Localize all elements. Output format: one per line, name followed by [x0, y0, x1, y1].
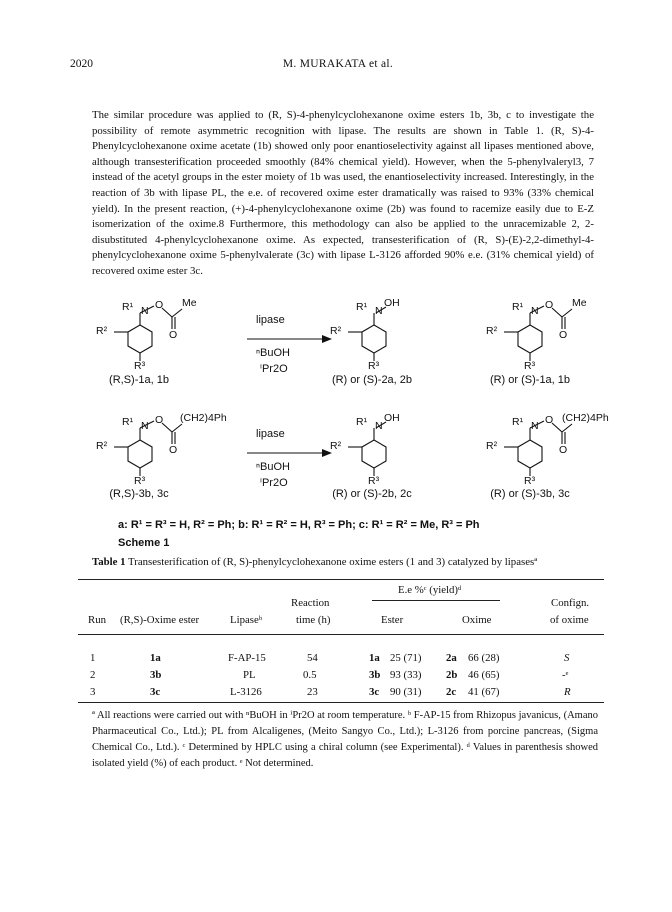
reagent-lipase: lipase	[256, 314, 285, 326]
table-cell-ester-id: 3c	[150, 686, 161, 698]
atom-n: N	[141, 420, 149, 432]
header-time: time (h)	[296, 614, 331, 626]
atom-n: N	[531, 305, 539, 317]
scheme-legend: a: R¹ = R³ = H, R² = Ph; b: R¹ = R² = H, R³ = Ph; c: R¹ = R² = Me, R³ = Ph	[118, 519, 480, 531]
table-cell-time: 0.5	[303, 669, 317, 681]
atom-r2: R²	[96, 325, 108, 337]
table-cell-config: -ᵉ	[562, 669, 569, 681]
table-cell-oxime-ee: 46 (65)	[468, 669, 500, 681]
compound-label-start-2: (R,S)-3b, 3c	[109, 488, 169, 500]
atom-r2: R²	[330, 325, 342, 337]
table-cell-ester-ee: 25 (71)	[390, 652, 422, 664]
table-caption-label: Table 1	[92, 556, 126, 568]
atom-n: N	[531, 420, 539, 432]
table-cell-ester-compound: 3c	[369, 686, 380, 698]
table-cell-lipase: PL	[243, 669, 256, 681]
header-of-oxime: of oxime	[550, 614, 589, 626]
atom-n: N	[375, 305, 383, 317]
table-cell-oxime-compound: 2c	[446, 686, 457, 698]
cyclohexane-ring-2a	[362, 325, 386, 353]
reagent-solvent: ⁱPr2O	[260, 363, 288, 375]
cyclohexane-ring-3b	[128, 440, 152, 468]
atom-r2: R²	[486, 325, 498, 337]
table-cell-time: 23	[307, 686, 318, 698]
cyclohexane-ring-2b	[362, 440, 386, 468]
atom-r3: R³	[368, 475, 380, 487]
table-cell-oxime-ee: 66 (28)	[468, 652, 500, 664]
header-reaction: Reaction	[291, 597, 330, 609]
reagent-butanol: ⁿBuOH	[256, 461, 290, 473]
atom-r3: R³	[524, 475, 536, 487]
atom-r1: R¹	[512, 416, 524, 428]
atom-r2: R²	[486, 440, 498, 452]
table-cell-lipase: F-AP-15	[228, 652, 266, 664]
table-cell-lipase: L-3126	[230, 686, 262, 698]
table-footnotes: ª All reactions were carried out with ⁿBuOH in ⁱPr2O at room temperature. ᵇ F-AP-15 from Rhizopus javanicus, (Amano Pharmaceutical Co., Ltd.); PL from Alcaligenes, (Meito Sangyo Co., Ltd.); L-3126 from porcine pancreas, (Sigma Chemical Co., Ltd.). ᶜ Determined by HPLC using a chiral column (see Experimental). ᵈ Values in parenthesis showed isolated yield (%) of each product. ᵉ Not determined.	[92, 710, 598, 769]
scheme-caption: Scheme 1	[118, 537, 170, 549]
table-cell-oxime-compound: 2b	[446, 669, 458, 681]
header-run: Run	[88, 614, 106, 626]
table-caption-text: Transesterification of (R, S)-phenylcyclohexanone oxime esters (1 and 3) catalyzed by lipasesª	[128, 556, 538, 568]
atom-r3: R³	[524, 360, 536, 372]
cyclohexane-ring-3b-recovered	[518, 440, 542, 468]
atom-r3: R³	[368, 360, 380, 372]
atom-r1: R¹	[122, 301, 134, 313]
table-cell-config: S	[564, 652, 570, 664]
compound-label-product-2: (R) or (S)-2b, 2c	[332, 488, 412, 500]
table-cell-ester-id: 1a	[150, 652, 161, 664]
table-cell-ester-id: 3b	[150, 669, 162, 681]
reaction-scheme	[92, 297, 609, 543]
table-cell-time: 54	[307, 652, 318, 664]
header-ee-rule	[372, 600, 500, 601]
atom-r1: R¹	[356, 301, 368, 313]
reagent-butanol: ⁿBuOH	[256, 347, 290, 359]
table-cell-run: 2	[90, 669, 96, 681]
atom-r3: R³	[134, 360, 146, 372]
table-cell-oxime-compound: 2a	[446, 652, 457, 664]
atom-o: O	[155, 299, 164, 311]
reagent-lipase: lipase	[256, 428, 285, 440]
acyl-group: Me	[572, 297, 587, 309]
table-cell-ester-ee: 90 (31)	[390, 686, 422, 698]
atom-carbonyl-o: O	[169, 329, 178, 341]
cyclohexane-ring-1a	[128, 325, 152, 353]
table-top-rule	[78, 579, 604, 580]
acyl-group: (CH2)4Ph	[180, 412, 227, 424]
header-oxime-ester: (R,S)-Oxime ester	[120, 614, 200, 626]
header-lipase: Lipaseᵇ	[230, 614, 263, 626]
compound-label-product-1: (R) or (S)-2a, 2b	[331, 374, 413, 386]
atom-n: N	[375, 420, 383, 432]
atom-r3: R³	[134, 475, 146, 487]
table-cell-ester-compound: 3b	[369, 669, 381, 681]
header-oxime: Oxime	[462, 614, 492, 626]
running-authors: M. MURAKATA et al.	[282, 58, 394, 70]
table-cell-config: R	[564, 686, 571, 698]
compound-label-start-1: (R,S)-1a, 1b	[109, 374, 169, 386]
table-cell-oxime-ee: 41 (67)	[468, 686, 500, 698]
header-ester: Ester	[381, 614, 404, 626]
atom-r1: R¹	[512, 301, 524, 313]
atom-o: O	[545, 414, 554, 426]
atom-r1: R¹	[356, 416, 368, 428]
header-config: Confign.	[551, 597, 590, 609]
compound-label-recovered-1: (R) or (S)-1a, 1b	[489, 374, 571, 386]
atom-r2: R²	[330, 440, 342, 452]
atom-r2: R²	[96, 440, 108, 452]
table-cell-run: 1	[90, 652, 96, 664]
atom-oh: OH	[384, 297, 400, 309]
table-caption	[92, 556, 602, 568]
acyl-group: (CH2)4Ph	[562, 412, 609, 424]
atom-carbonyl-o: O	[559, 329, 568, 341]
table-bottom-rule	[78, 702, 604, 703]
atom-o: O	[155, 414, 164, 426]
reagent-solvent: ⁱPr2O	[260, 477, 288, 489]
atom-r1: R¹	[122, 416, 134, 428]
table-cell-ester-compound: 1a	[369, 652, 380, 664]
acyl-group: Me	[182, 297, 197, 309]
atom-oh: OH	[384, 412, 400, 424]
body-paragraph: The similar procedure was applied to (R, S)-4-phenylcyclohexanone oxime esters 1b, 3b, c to investigate the possibility of remote asymmetric recognition with lipase. The results are shown in Table 1. (R, S)-4-Phenylcyclohexanone oxime acetate (1b) showed only poor enantioselectivity against all lipases mentioned above, although transesterification proceeded smoothly (84% chemical yield). However, when the 5-phenylvaleryl3, 7 instead of the acetyl groups in the ester moiety of 1b was used, the enantioselectivity increased. Interestingly, in the reaction of 3b with lipase PL, the e.e. of recovered oxime ester dramatically was raised to 93% (33% chemical yield). In the present reaction, (+)-4-phenylcyclohexanone oxime (2b) was found to racemize easily due to E-Z isomerization of the oxime.8 Furthermore, this methodology can also be applied to the unracemizable 2, 2-disubstituted 4-phenylcyclohexanone oxime. As expected, transesterification of (R, S)-(E)-2,2-dimethyl-4-phenylcyclohexanone oxime 5-phenylvalerate (3c) with lipase L-3126 afforded 90% e.e. (31% chemical yield) of recovered oxime ester 3c.	[92, 109, 594, 277]
atom-carbonyl-o: O	[559, 444, 568, 456]
page-number: 2020	[70, 58, 93, 70]
atom-n: N	[141, 305, 149, 317]
table-cell-ester-ee: 93 (33)	[390, 669, 422, 681]
compound-label-recovered-2: (R) or (S)-3b, 3c	[490, 488, 570, 500]
header-ee: E.e %ᶜ (yield)ᵈ	[398, 584, 462, 596]
atom-carbonyl-o: O	[169, 444, 178, 456]
table-cell-run: 3	[90, 686, 96, 698]
atom-o: O	[545, 299, 554, 311]
table-header-rule	[78, 634, 604, 635]
cyclohexane-ring-1a-recovered	[518, 325, 542, 353]
